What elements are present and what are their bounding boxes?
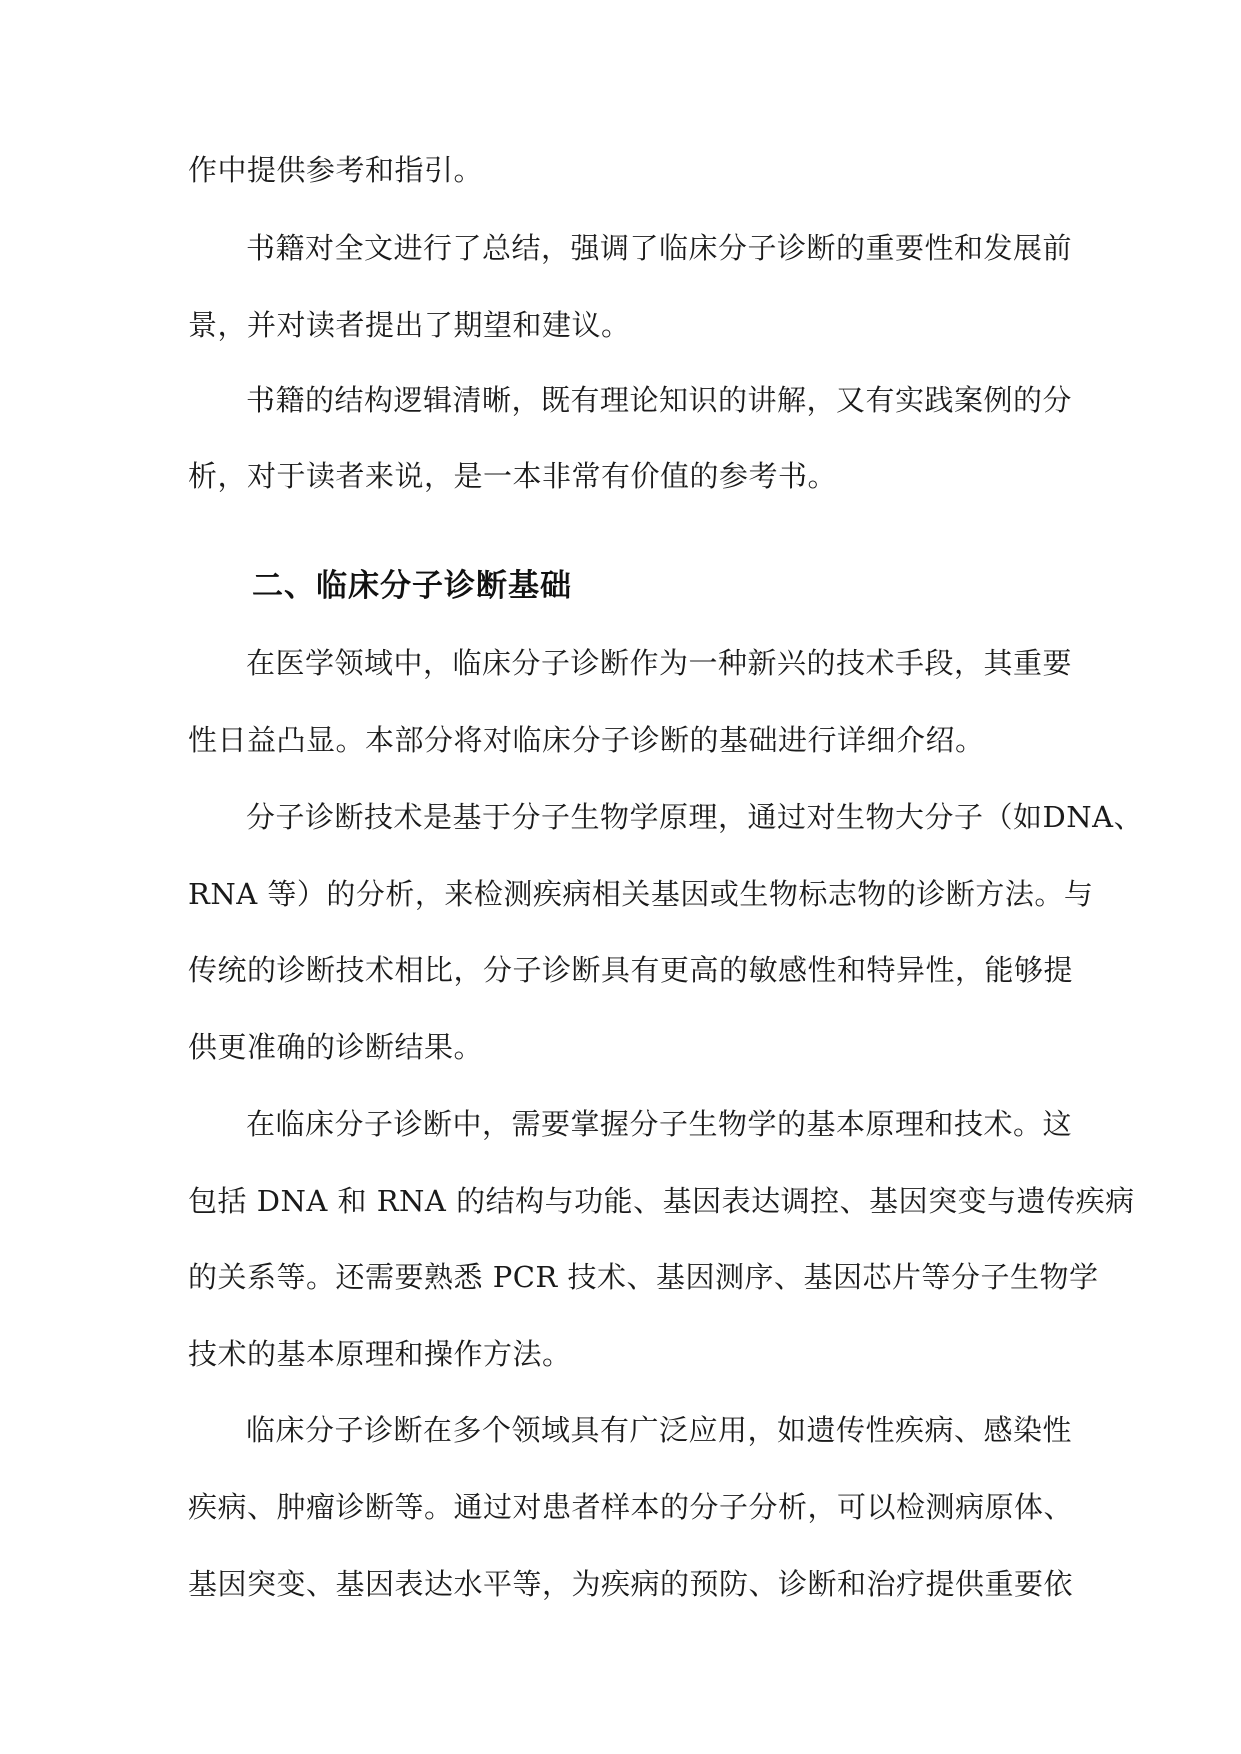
paragraph-line: 性日益凸显。本部分将对临床分子诊断的基础进行详细介绍。	[188, 723, 985, 757]
paragraph-line: 传统的诊断技术相比，分子诊断具有更高的敏感性和特异性，能够提	[188, 953, 1074, 987]
paragraph-line: 的关系等。还需要熟悉 PCR 技术、基因测序、基因芯片等分子生物学	[188, 1260, 1099, 1294]
paragraph-line: 分子诊断技术是基于分子生物学原理，通过对生物大分子（如DNA、	[246, 800, 1144, 834]
paragraph-line: 在临床分子诊断中，需要掌握分子生物学的基本原理和技术。这	[246, 1107, 1073, 1141]
paragraph-line: 析，对于读者来说，是一本非常有价值的参考书。	[188, 459, 838, 493]
paragraph-line: 书籍的结构逻辑清晰，既有理论知识的讲解，又有实践案例的分	[246, 383, 1073, 417]
continued-text-line: 作中提供参考和指引。	[188, 153, 484, 187]
paragraph-line: 临床分子诊断在多个领域具有广泛应用，如遗传性疾病、感染性	[246, 1413, 1073, 1447]
paragraph-line: 供更准确的诊断结果。	[188, 1030, 484, 1064]
paragraph-line: 包括 DNA 和 RNA 的结构与功能、基因表达调控、基因突变与遗传疾病	[188, 1184, 1135, 1218]
paragraph-line: 技术的基本原理和操作方法。	[188, 1337, 572, 1371]
paragraph-line: 疾病、肿瘤诊断等。通过对患者样本的分子分析，可以检测病原体、	[188, 1490, 1074, 1524]
section-heading: 二、临床分子诊断基础	[252, 568, 572, 604]
paragraph-line: RNA 等）的分析，来检测疾病相关基因或生物标志物的诊断方法。与	[188, 877, 1094, 911]
paragraph-line: 书籍对全文进行了总结，强调了临床分子诊断的重要性和发展前	[246, 231, 1073, 265]
paragraph-line: 基因突变、基因表达水平等，为疾病的预防、诊断和治疗提供重要依	[188, 1567, 1074, 1601]
paragraph-line: 在医学领域中，临床分子诊断作为一种新兴的技术手段，其重要	[246, 646, 1073, 680]
paragraph-line: 景，并对读者提出了期望和建议。	[188, 308, 631, 342]
